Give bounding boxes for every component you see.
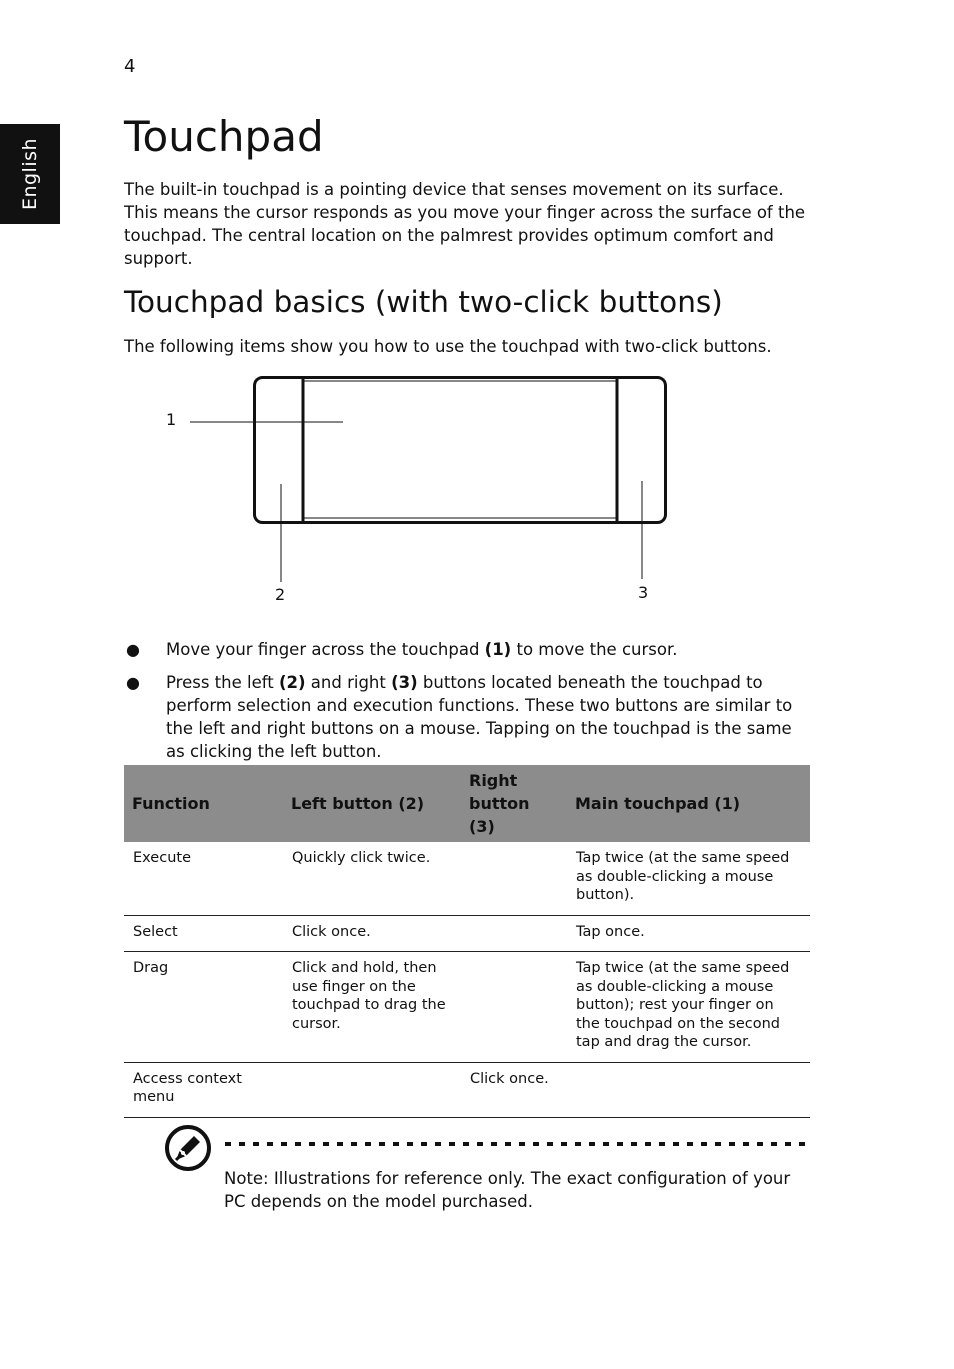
table-row bbox=[124, 952, 810, 1063]
usage-bullet-list bbox=[124, 638, 814, 773]
note-pen-icon bbox=[164, 1124, 212, 1172]
table-cell bbox=[461, 952, 567, 1063]
table-cell: Tap once. bbox=[567, 915, 810, 952]
header-main-touchpad: Main touchpad (1) bbox=[567, 765, 810, 842]
table-cell: Tap twice (at the same speed as double-clicking a mouse button); rest your finger on the touchpad on the second tap and drag the cursor. bbox=[567, 952, 810, 1063]
callout-ref: (3) bbox=[391, 673, 418, 692]
callout-ref: (2) bbox=[278, 673, 306, 692]
function-table bbox=[124, 765, 810, 1118]
touchpad-outline bbox=[255, 378, 666, 523]
header-function: Function bbox=[124, 765, 283, 842]
table-cell bbox=[567, 1062, 810, 1117]
section-lead: The following items show you how to use the touchpad with two-click buttons. bbox=[124, 337, 772, 356]
table-cell: Execute bbox=[124, 842, 283, 915]
section-title: Touchpad basics (with two-click buttons) bbox=[124, 285, 723, 319]
intro-paragraph: The built-in touchpad is a pointing device that senses movement on its surface. This means the cursor responds as you move your finger across the surface of the touchpad. The central location on the palmrest provides optimum comfort and support. bbox=[124, 180, 806, 268]
table-cell: Click once. bbox=[283, 915, 461, 952]
table-cell: Access context menu bbox=[124, 1062, 283, 1117]
table-cell: Select bbox=[124, 915, 283, 952]
page-number: 4 bbox=[124, 56, 136, 77]
list-item: ● Press the left (2) and right (3) buttons located beneath the touchpad to perform selection and execution functions. These two buttons are similar to the left and right buttons on a mouse. Tapping on the touchpad is the same as clicking the left button. bbox=[126, 673, 793, 761]
table-row bbox=[124, 842, 810, 915]
table-cell: Click and hold, then use finger on the touchpad to drag the cursor. bbox=[283, 952, 461, 1063]
bullet-icon: ● bbox=[126, 640, 140, 659]
table-cell: Drag bbox=[124, 952, 283, 1063]
bullet-icon: ● bbox=[126, 673, 140, 692]
table-row bbox=[124, 915, 810, 952]
callout-ref: (1) bbox=[484, 640, 512, 659]
language-side-tab-label: English bbox=[19, 137, 41, 211]
table-cell: Click once. bbox=[461, 1062, 567, 1117]
note-label: Note: bbox=[224, 1169, 269, 1188]
callout-3: 3 bbox=[638, 583, 649, 602]
page-title: Touchpad bbox=[124, 112, 324, 161]
header-right-button: Right button (3) bbox=[461, 765, 567, 842]
list-item: ● Move your finger across the touchpad (1) to move the cursor. bbox=[126, 640, 678, 659]
note-dotted-rule bbox=[225, 1141, 810, 1147]
table-header-row bbox=[124, 765, 810, 842]
table-row bbox=[124, 1062, 810, 1117]
table-cell bbox=[461, 915, 567, 952]
callout-1: 1 bbox=[166, 410, 177, 429]
table-cell: Tap twice (at the same speed as double-clicking a mouse button). bbox=[567, 842, 810, 915]
header-left-button: Left button (2) bbox=[283, 765, 461, 842]
table-cell bbox=[461, 842, 567, 915]
callout-2: 2 bbox=[275, 585, 286, 604]
note-text: Note: Illustrations for reference only. The exact configuration of your PC depends on the model purchased. bbox=[224, 1169, 791, 1211]
table-cell bbox=[283, 1062, 461, 1117]
table-cell: Quickly click twice. bbox=[283, 842, 461, 915]
touchpad-diagram bbox=[0, 0, 954, 620]
